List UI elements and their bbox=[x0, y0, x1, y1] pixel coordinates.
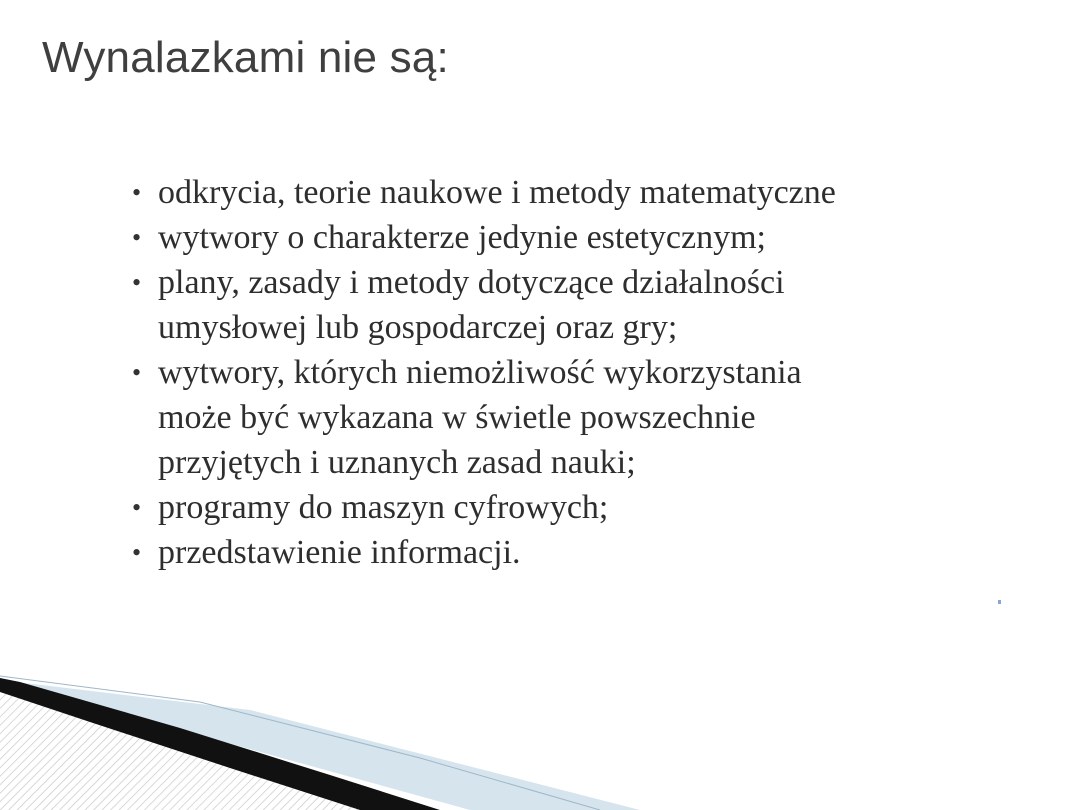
list-item-line: plany, zasady i metody dotyczące działalności bbox=[158, 264, 785, 301]
list-item bbox=[128, 530, 1008, 575]
slide-title: Wynalazkami nie są: bbox=[42, 33, 449, 82]
bullet-icon: • bbox=[132, 538, 142, 567]
list-item-line: przedstawienie informacji. bbox=[158, 534, 521, 571]
bullet-icon: • bbox=[132, 268, 142, 297]
bullet-icon: • bbox=[132, 178, 142, 207]
list-item-line: programy do maszyn cyfrowych; bbox=[158, 489, 609, 526]
bullet-list bbox=[128, 170, 1008, 575]
content-box bbox=[128, 170, 1008, 575]
corner-mark bbox=[998, 600, 1001, 604]
list-item-line: wytwory o charakterze jedynie estetycznym; bbox=[158, 219, 766, 256]
list-item bbox=[128, 260, 1008, 350]
list-item bbox=[128, 170, 1008, 215]
list-item bbox=[128, 485, 1008, 530]
bullet-icon: • bbox=[132, 493, 142, 522]
list-item-line: przyjętych i uznanych zasad nauki; bbox=[158, 444, 636, 481]
list-item-line: umysłowej lub gospodarczej oraz gry; bbox=[158, 309, 678, 346]
list-item bbox=[128, 215, 1008, 260]
list-item bbox=[128, 350, 1008, 485]
list-item-line: może być wykazana w świetle powszechnie bbox=[158, 399, 756, 436]
bullet-icon: • bbox=[132, 223, 142, 252]
list-item-line: wytwory, których niemożliwość wykorzystania bbox=[158, 354, 802, 391]
bullet-icon: • bbox=[132, 358, 142, 387]
decorative-ribbon bbox=[0, 640, 1080, 810]
list-item-line: odkrycia, teorie naukowe i metody matematyczne bbox=[158, 174, 836, 211]
